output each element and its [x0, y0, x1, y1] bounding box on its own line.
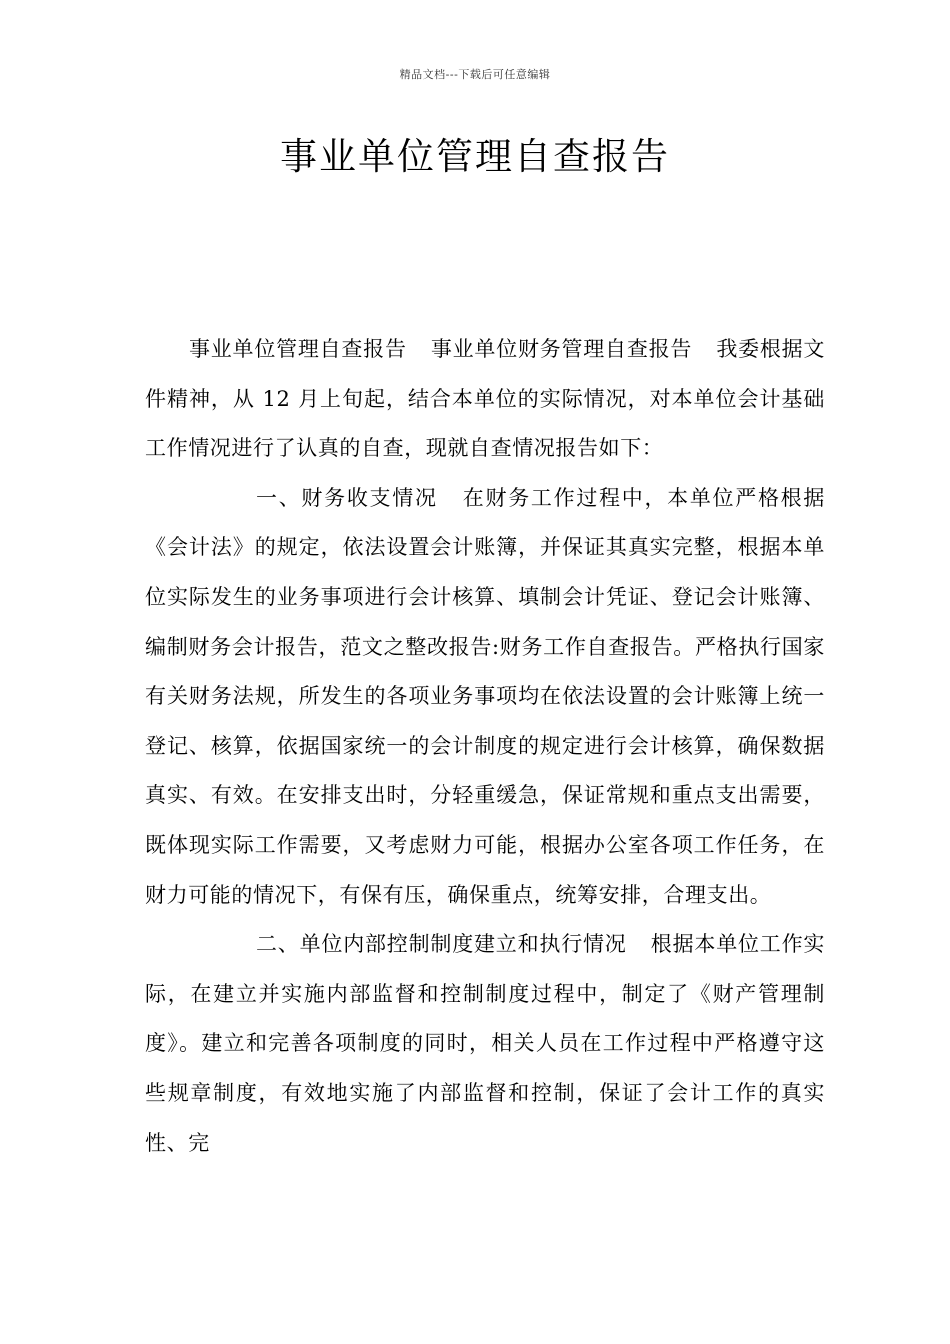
document-title: 事业单位管理自查报告 [280, 135, 670, 178]
paragraph-intro [145, 325, 825, 474]
intro-lead-title: 事业单位管理自查报告 [189, 337, 407, 361]
section-1-heading: 一、财务收支情况 [256, 485, 438, 510]
intro-lead-subtitle: 事业单位财务管理自查报告 [430, 337, 693, 361]
section-1-text: 在财务工作过程中，本单位严格根据《会计法》的规定，依法设置会计账簿，并保证其真实完整，根据本单位实际发生的业务事项进行会计核算、填制会计凭证、登记会计账簿、编制财务会计报告，范文之整改报告:财务工作自查报告。严格执行国家有关财务法规，所发生的各项业务事项均在依法设置的会计账簿上统一登记、核算，依据国家统一的会计制度的规定进行会计核算，确保数据真实、有效。在安排支出时，分轻重缓急，保证常规和重点支出需要，既体现实际工作需要，又考虑财力可能，根据办公室各项工作任务，在财力可能的情况下，有保有压，确保重点，统筹安排，合理支出。 [145, 485, 825, 907]
section-2-text: 根据本单位工作实际，在建立并实施内部监督和控制制度过程中，制定了《财产管理制度》。建立和完善各项制度的同时，相关人员在工作过程中严格遵守这些规章制度，有效地实施了内部监督和控制，保证了会计工作的真实性、完 [145, 932, 825, 1155]
intro-text: 我委根据文件精神，从 12 月上旬起，结合本单位的实际情况，对本单位会计基础工作情况进行了认真的自查，现就自查情况报告如下： [145, 337, 826, 461]
paragraph-section-2 [145, 920, 825, 1168]
section-2-heading: 二、单位内部控制制度建立和执行情况 [256, 932, 627, 957]
header-note: 精品文档---下载后可任意编辑 [399, 68, 551, 81]
paragraph-section-1 [145, 474, 825, 920]
document-body [145, 325, 825, 1168]
